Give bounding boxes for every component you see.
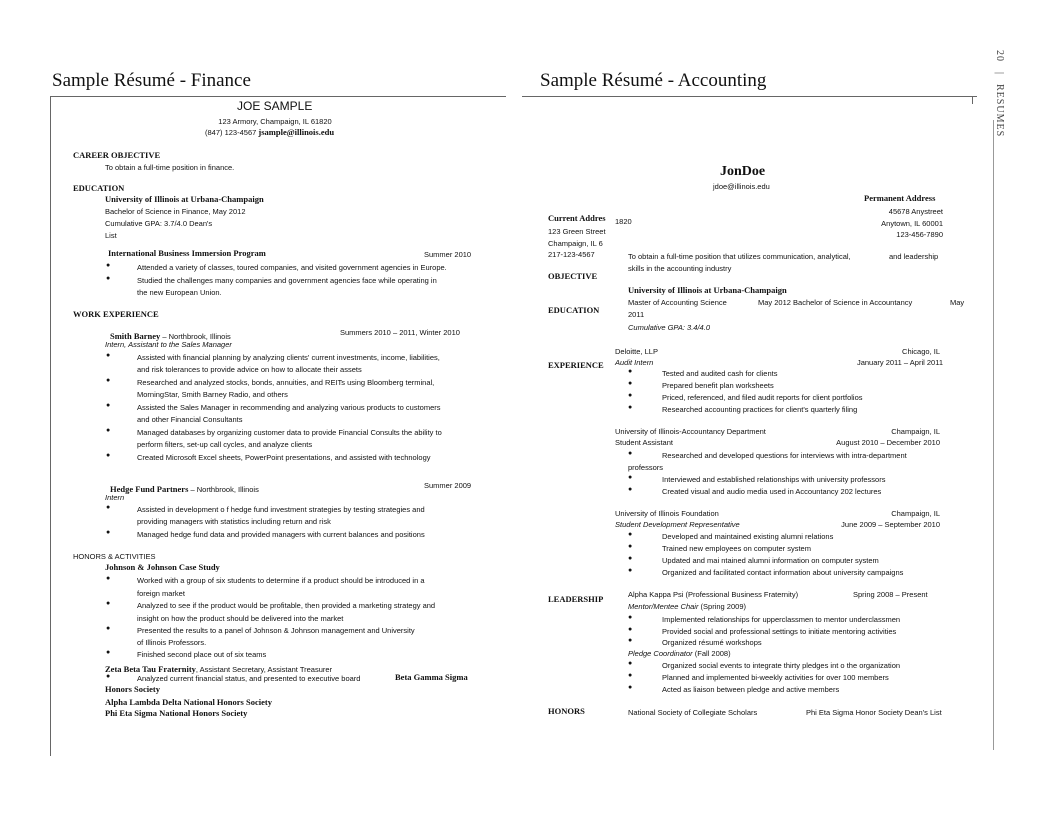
acc-gpa: Cumulative GPA: 3.4/4.0 bbox=[628, 323, 710, 332]
bullet-icon: ● bbox=[628, 555, 633, 562]
ibip-title: International Business Immersion Program bbox=[108, 248, 266, 258]
finance-email: jsample@illinois.edu bbox=[258, 127, 335, 137]
bullet-icon: ● bbox=[106, 452, 111, 459]
uiacc-role: Student Assistant bbox=[615, 438, 673, 447]
jj-title: Johnson & Johnson Case Study bbox=[105, 562, 220, 572]
finance-school: University of Illinois at Urbana-Champaign bbox=[105, 194, 264, 204]
current-zip: 1820 bbox=[615, 217, 632, 226]
bullet-icon: ● bbox=[628, 531, 633, 538]
uif-bullet-2: Trained new employees on computer system bbox=[662, 544, 811, 553]
bullet-icon: ● bbox=[106, 625, 111, 632]
ald-honors: Alpha Lambda Delta National Honors Society bbox=[105, 697, 272, 707]
acc-school: University of Illinois at Urbana-Champaign bbox=[628, 285, 787, 295]
acc-degree-2-month: May bbox=[950, 298, 965, 307]
mm-bullet-1: Implemented relationships for upperclassmen to mentor underclassmen bbox=[662, 615, 901, 624]
bullet-icon: ● bbox=[628, 368, 633, 375]
jj-bullet-1b: foreign market bbox=[137, 589, 185, 598]
honors-heading: HONORS bbox=[548, 706, 585, 716]
bullet-icon: ● bbox=[628, 486, 633, 493]
objective-heading: OBJECTIVE bbox=[548, 271, 598, 281]
career-objective-heading: CAREER OBJECTIVE bbox=[73, 150, 161, 160]
jj-bullet-3b: of Illinois Professors. bbox=[137, 638, 207, 647]
pc-role: Pledge Coordinator bbox=[628, 649, 693, 658]
uif-date: June 2009 – September 2010 bbox=[841, 520, 940, 529]
bullet-icon: ● bbox=[628, 474, 633, 481]
bgs-line-2: Honors Society bbox=[105, 684, 161, 694]
uiacc-bullet-3: Created visual and audio media used in Accountancy 202 lectures bbox=[662, 487, 882, 496]
education-heading: EDUCATION bbox=[73, 183, 125, 193]
bullet-icon: ● bbox=[628, 614, 633, 621]
uiacc-org: University of Illinois-Accountancy Department bbox=[615, 427, 766, 436]
bullet-icon: ● bbox=[106, 352, 111, 359]
bullet-icon: ● bbox=[106, 575, 111, 582]
section-label: RESUMES bbox=[994, 84, 1005, 138]
honors-item-2: Phi Eta Sigma Honor Society Dean's List bbox=[806, 708, 942, 717]
finance-address: 123 Armory, Champaign, IL 61820 bbox=[218, 117, 332, 126]
deloitte-bullet-3: Priced, referenced, and filed audit reports for client portfolios bbox=[662, 393, 863, 402]
bullet-icon: ● bbox=[106, 529, 111, 536]
hf-date: Summer 2009 bbox=[424, 481, 472, 490]
acc-degree-1: Master of Accounting Science bbox=[628, 298, 727, 307]
hf-role: Intern bbox=[105, 493, 125, 502]
ibip-bullet-1: Attended a variety of classes, toured companies, and visited government agencies in Europe. bbox=[137, 263, 447, 272]
bullet-icon: ● bbox=[106, 504, 111, 511]
accounting-corner-rule bbox=[972, 96, 973, 104]
current-address-2: Champaign, IL 6 bbox=[548, 239, 603, 248]
deloitte-org: Deloitte, LLP bbox=[615, 347, 658, 356]
zbt-name: Zeta Beta Tau Fraternity bbox=[105, 664, 196, 674]
perm-address-1: 45678 Anystreet bbox=[888, 207, 943, 216]
page-number-section bbox=[994, 50, 1005, 137]
uif-location: Champaign, IL bbox=[891, 509, 940, 518]
leadership-heading: LEADERSHIP bbox=[548, 594, 604, 604]
deloitte-bullet-4: Researched accounting practices for client's quarterly filing bbox=[662, 405, 858, 414]
objective-line-1b: and leadership bbox=[889, 252, 939, 261]
acc-education-heading: EDUCATION bbox=[548, 305, 600, 315]
uiacc-bullet-1b: professors bbox=[628, 463, 664, 472]
sb-date: Summers 2010 – 2011, Winter 2010 bbox=[340, 328, 460, 337]
hf-location: – Northbrook, Illinois bbox=[188, 485, 259, 494]
uiacc-date: August 2010 – December 2010 bbox=[836, 438, 940, 447]
finance-title: Sample Résumé - Finance bbox=[52, 70, 251, 91]
sb-bullet-2a: Researched and analyzed stocks, bonds, annuities, and REITs using Bloomberg terminal, bbox=[137, 378, 435, 387]
objective-line-1: To obtain a full-time position that utilizes communication, analytical, bbox=[628, 252, 851, 261]
current-address-heading: Current Addres bbox=[548, 213, 606, 223]
bullet-icon: ● bbox=[106, 673, 111, 680]
deloitte-location: Chicago, IL bbox=[902, 347, 940, 356]
uif-role: Student Development Representative bbox=[615, 520, 740, 529]
bullet-icon: ● bbox=[628, 637, 633, 644]
uiacc-location: Champaign, IL bbox=[891, 427, 940, 436]
sb-bullet-3b: and other Financial Consultants bbox=[137, 415, 243, 424]
bullet-icon: ● bbox=[106, 402, 111, 409]
experience-heading: EXPERIENCE bbox=[548, 360, 604, 370]
uif-org: University of Illinois Foundation bbox=[615, 509, 719, 518]
bullet-icon: ● bbox=[106, 275, 111, 282]
sb-location: – Northbrook, Illinois bbox=[160, 332, 231, 341]
jj-bullet-4: Finished second place out of six teams bbox=[137, 650, 267, 659]
bullet-icon: ● bbox=[628, 567, 633, 574]
jj-bullet-3a: Presented the results to a panel of Johnson & Johnson management and University bbox=[137, 626, 415, 635]
deloitte-date: January 2011 – April 2011 bbox=[856, 358, 943, 367]
finance-name: JOE SAMPLE bbox=[237, 99, 313, 113]
finance-degree: Bachelor of Science in Finance, May 2012 bbox=[105, 207, 246, 216]
bullet-icon: ● bbox=[106, 262, 111, 269]
accounting-title: Sample Résumé - Accounting bbox=[540, 70, 767, 91]
honors-activities-heading: HONORS & ACTIVITIES bbox=[73, 552, 156, 561]
ibip-bullet-2b: the new European Union. bbox=[137, 288, 222, 297]
accounting-top-rule bbox=[522, 96, 977, 97]
pc-bullet-1: Organized social events to integrate thirty pledges int o the organization bbox=[662, 661, 901, 670]
sb-bullet-3a: Assisted the Sales Manager in recommending and analyzing various products to customers bbox=[137, 403, 441, 412]
sb-bullet-1a: Assisted with financial planning by analyzing clients' current investments, income, liabilities, bbox=[137, 353, 440, 362]
perm-address-2: Anytown, IL 60001 bbox=[881, 219, 943, 228]
bullet-icon: ● bbox=[106, 377, 111, 384]
perm-phone: 123-456-7890 bbox=[896, 230, 943, 239]
career-objective-text: To obtain a full-time position in finance. bbox=[105, 163, 235, 172]
hf-name: Hedge Fund Partners bbox=[110, 484, 189, 494]
ibip-bullet-2a: Studied the challenges many companies and government agencies face while operating in bbox=[137, 276, 437, 285]
bullet-icon: ● bbox=[628, 404, 633, 411]
bullet-icon: ● bbox=[106, 600, 111, 607]
finance-phone: (847) 123-4567 bbox=[205, 128, 257, 137]
pc-bullet-2: Planned and implemented bi-weekly activities for over 100 members bbox=[662, 673, 889, 682]
jj-bullet-2a: Analyzed to see if the product would be profitable, then provided a marketing strategy and bbox=[137, 601, 436, 610]
sb-role: Intern, Assistant to the Sales Manager bbox=[105, 340, 232, 349]
acc-degree-dates: May 2012 Bachelor of Science in Accountancy bbox=[758, 298, 913, 307]
hedge-fund-header bbox=[110, 479, 259, 497]
objective-line-2: skills in the accounting industry bbox=[628, 264, 732, 273]
current-phone: 217-123-4567 bbox=[548, 250, 595, 259]
zbt-bullet-1: Analyzed current financial status, and presented to executive board bbox=[137, 674, 361, 683]
mm-bullet-3: Organized résumé workshops bbox=[662, 638, 762, 647]
bullet-icon: ● bbox=[628, 450, 633, 457]
jj-bullet-1a: Worked with a group of six students to determine if a product should be introduced in a bbox=[137, 576, 425, 585]
uif-bullet-1: Developed and maintained existing alumni relations bbox=[662, 532, 834, 541]
bullet-icon: ● bbox=[628, 684, 633, 691]
pc-date: (Fall 2008) bbox=[694, 649, 731, 658]
uiacc-bullet-2: Interviewed and established relationships with university professors bbox=[662, 475, 886, 484]
ibip-date: Summer 2010 bbox=[424, 250, 472, 259]
finance-gpa-cont: List bbox=[105, 231, 117, 240]
honors-item-1: National Society of Collegiate Scholars bbox=[628, 708, 758, 717]
perm-address-heading: Permanent Address bbox=[864, 193, 936, 203]
page-number-divider: | bbox=[994, 71, 1005, 75]
jj-bullet-2b: insight on how the product should be delivered into the market bbox=[137, 614, 344, 623]
bullet-icon: ● bbox=[628, 626, 633, 633]
pes-honors: Phi Eta Sigma National Honors Society bbox=[105, 708, 248, 718]
akp-org: Alpha Kappa Psi (Professional Business Fraternity) bbox=[628, 590, 799, 599]
work-experience-heading: WORK EXPERIENCE bbox=[73, 309, 159, 319]
sb-bullet-2b: MorningStar, Smith Barney Radio, and others bbox=[137, 390, 288, 399]
deloitte-role: Audit Intern bbox=[615, 358, 654, 367]
uif-bullet-4: Organized and facilitated contact information about university campaigns bbox=[662, 568, 904, 577]
bullet-icon: ● bbox=[628, 392, 633, 399]
mm-date: (Spring 2009) bbox=[700, 602, 746, 611]
deloitte-bullet-2: Prepared benefit plan worksheets bbox=[662, 381, 774, 390]
sb-bullet-5: Created Microsoft Excel sheets, PowerPoint presentations, and assisted with technology bbox=[137, 453, 431, 462]
bullet-icon: ● bbox=[628, 672, 633, 679]
acc-degree-2-year: 2011 bbox=[628, 310, 645, 319]
sb-bullet-1b: and risk tolerances to provide advice on how to allocate their assets bbox=[137, 365, 362, 374]
finance-gpa: Cumulative GPA: 3.7/4.0 Dean's bbox=[105, 219, 213, 228]
acc-email: jdoe@illinois.edu bbox=[713, 182, 770, 191]
sb-bullet-4a: Managed databases by organizing customer data to provide Financial Consults the ability to bbox=[137, 428, 442, 437]
uiacc-bullet-1a: Researched and developed questions for interviews with intra-department bbox=[662, 451, 907, 460]
bullet-icon: ● bbox=[106, 649, 111, 656]
hf-bullet-1b: providing managers with statistics including return and risk bbox=[137, 517, 331, 526]
zbt-role: , Assistant Secretary, Assistant Treasurer bbox=[195, 665, 333, 674]
side-vertical-rule bbox=[993, 120, 994, 750]
uif-bullet-3: Updated and mai ntained alumni information on computer system bbox=[662, 556, 879, 565]
finance-top-rule bbox=[50, 96, 506, 97]
deloitte-bullet-1: Tested and audited cash for clients bbox=[662, 369, 778, 378]
mm-bullet-2: Provided social and professional settings to initiate mentoring activities bbox=[662, 627, 897, 636]
bullet-icon: ● bbox=[628, 380, 633, 387]
bullet-icon: ● bbox=[106, 427, 111, 434]
bgs-line-1: Beta Gamma Sigma bbox=[395, 672, 468, 682]
page-number: 20 bbox=[994, 50, 1005, 62]
finance-left-rule bbox=[50, 96, 51, 756]
mm-role: Mentor/Mentee Chair bbox=[628, 602, 699, 611]
pc-header bbox=[628, 648, 731, 659]
hf-bullet-2: Managed hedge fund data and provided managers with current balances and positions bbox=[137, 530, 425, 539]
bullet-icon: ● bbox=[628, 660, 633, 667]
current-address-1: 123 Green Street bbox=[548, 227, 606, 236]
acc-name: JonDoe bbox=[720, 164, 766, 179]
hf-bullet-1a: Assisted in development o f hedge fund investment strategies by testing strategies and bbox=[137, 505, 425, 514]
sb-name: Smith Barney bbox=[110, 331, 161, 341]
sb-bullet-4b: perform filters, set-up call cycles, and analyze clients bbox=[137, 440, 313, 449]
finance-contact bbox=[205, 127, 334, 138]
akp-date: Spring 2008 – Present bbox=[853, 590, 928, 599]
pc-bullet-3: Acted as liaison between pledge and active members bbox=[662, 685, 840, 694]
bullet-icon: ● bbox=[628, 543, 633, 550]
mm-header bbox=[628, 601, 746, 612]
